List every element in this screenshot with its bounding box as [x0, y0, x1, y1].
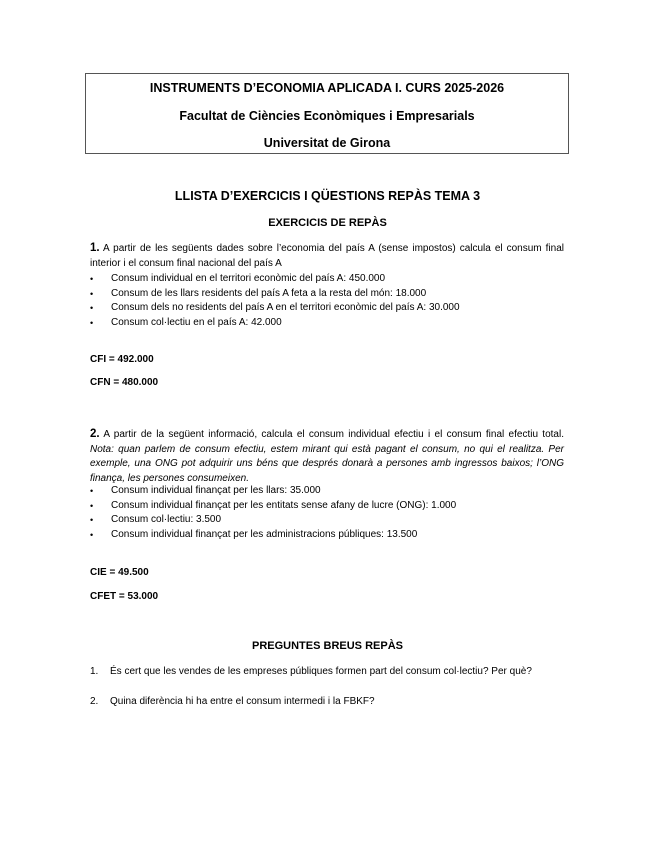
list-item: • Consum individual finançat per les llars: 35.000 [90, 484, 564, 499]
exercise-2-answer-cie: CIE = 49.500 [90, 567, 149, 578]
question-text: És cert que les vendes de les empreses públiques formen part del consum col·lectiu? Per què? [110, 666, 532, 677]
course-title: INSTRUMENTS D’ECONOMIA APLICADA I. CURS 2025-2026 [149, 81, 505, 95]
question-1 [90, 666, 532, 677]
questions-heading: PREGUNTES BREUS REPÀS [252, 640, 403, 652]
exercise-2-number: 2. [90, 428, 100, 440]
exercise-1-statement [90, 241, 564, 271]
exercise-1-answer-cfn: CFN = 480.000 [90, 377, 159, 388]
page-title: LLISTA D’EXERCICIS I QÜESTIONS REPÀS TEMA 3 [174, 189, 481, 203]
exercise-2-statement [90, 427, 564, 486]
exercise-1-answer-cfi: CFI = 492.000 [90, 354, 154, 365]
university-name: Universitat de Girona [263, 136, 391, 150]
faculty-name: Facultat de Ciències Econòmiques i Empresarials [179, 109, 475, 123]
document-header-box [85, 73, 569, 154]
exercise-1-text: A partir de les següents dades sobre l’economia del país A (sense impostos) calcula el consum final interior i el consum final nacional del país A [90, 243, 564, 269]
exercise-2-data-list [90, 484, 564, 542]
question-number: 2. [90, 696, 99, 707]
question-number: 1. [90, 666, 99, 677]
list-item: • Consum col·lectiu: 3.500 [90, 513, 564, 528]
exercises-heading: EXERCICIS DE REPÀS [268, 217, 387, 229]
list-item: • Consum individual en el territori econòmic del país A: 450.000 [90, 272, 564, 287]
question-2 [90, 696, 375, 707]
exercise-2-text: A partir de la següent informació, calcula el consum individual efectiu i el consum final efectiu total. [99, 429, 564, 440]
list-item: • Consum dels no residents del país A en el territori econòmic del país A: 30.000 [90, 301, 564, 316]
exercise-1-data-list [90, 272, 564, 330]
question-text: Quina diferència hi ha entre el consum intermedi i la FBKF? [110, 696, 375, 707]
exercise-2-note: Nota: quan parlem de consum efectiu, estem mirant qui està pagant el consum, no qui el realitza. Per exemple, una ONG pot adquirir uns béns que després donarà a persones amb ingressos baixos; l’ONG finança, les persones consumeixen. [90, 443, 564, 484]
exercise-2-answer-cfet: CFET = 53.000 [90, 591, 159, 602]
list-item: • Consum de les llars residents del país A feta a la resta del món: 18.000 [90, 287, 564, 302]
list-item: • Consum individual finançat per les entitats sense afany de lucre (ONG): 1.000 [90, 499, 564, 514]
list-item: • Consum col·lectiu en el país A: 42.000 [90, 316, 564, 331]
exercise-1-number: 1. [90, 242, 100, 254]
list-item: • Consum individual finançat per les administracions públiques: 13.500 [90, 528, 564, 543]
